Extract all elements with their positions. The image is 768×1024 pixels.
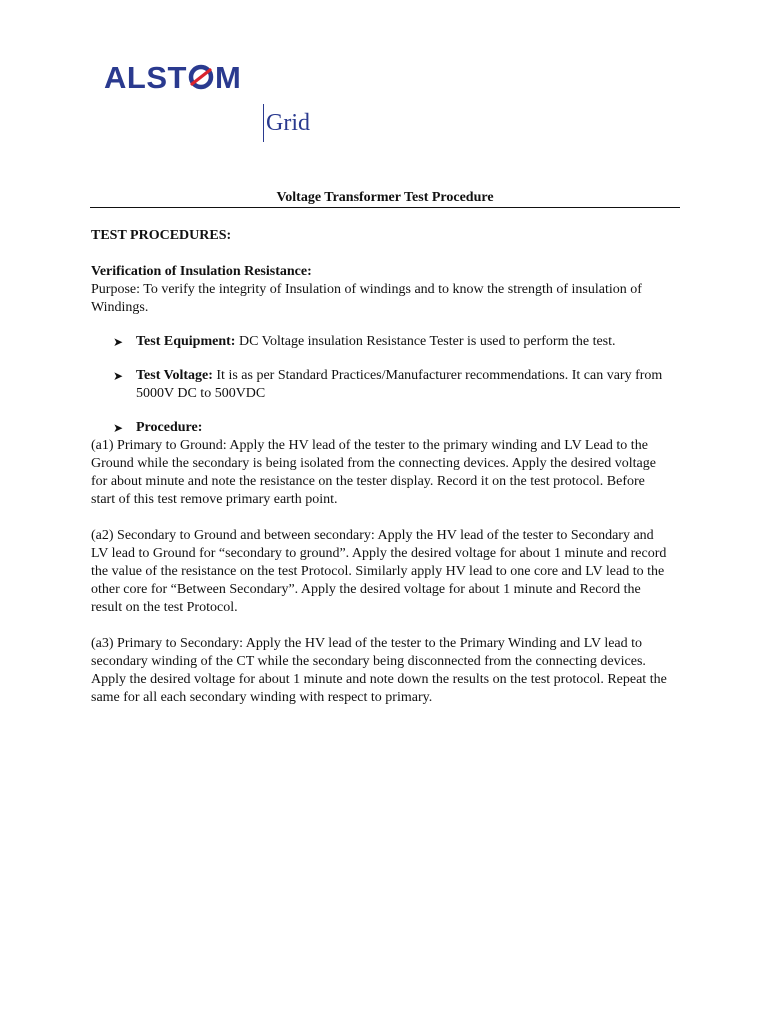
logo-o-icon [188,64,214,90]
arrowhead-bullet-icon: ➤ [113,335,124,349]
bullet-procedure [91,419,671,437]
arrowhead-bullet-icon: ➤ [113,421,124,435]
logo-o-mark [188,64,214,90]
division-name: Grid [266,110,310,136]
document-title: Voltage Transformer Test Procedure [276,190,494,205]
procedure-paragraph-a1: (a1) Primary to Ground: Apply the HV lead of the tester to the primary winding and LV Lead to the Ground while the secondary is being isolated from the connecting devices. Apply the desired voltage for about minute and note the resistance on the tester display. Record it on the test protocol. Before start of this test remove primary earth point. [91,438,656,507]
bullet-text: DC Voltage insulation Resistance Tester is used to perform the test. [238,334,616,349]
logo-text-right: M [214,60,242,95]
subsection-heading: Verification of Insulation Resistance: [91,264,312,279]
document-body [91,227,671,707]
arrowhead-bullet-icon: ➤ [113,369,124,383]
procedure-paragraph-a3: (a3) Primary to Secondary: Apply the HV lead of the tester to the Primary Winding and LV lead to secondary winding of the CT while the secondary being disconnected from the connecting devices. Apply the desired voltage for about 1 minute and note down the results on the test protocol. Repeat the same for all each secondary winding with respect to primary. [91,636,667,705]
bullet-label: Test Equipment: [136,334,236,349]
division-divider [263,104,264,142]
procedure-paragraph-a2: (a2) Secondary to Ground and between secondary: Apply the HV lead of the tester to Secondary and LV lead to Ground for “secondary to ground”. Apply the desired voltage for about 1 minute and record the value of the resistance on the test Protocol. Similarly apply HV lead to one core and LV lead to the other core for “Between Secondary”. Apply the desired voltage for about 1 minute and Record the result on the test Protocol. [91,528,667,615]
bullet-test-equipment [91,333,671,351]
bullet-label: Procedure: [136,420,203,435]
alstom-logo [104,60,241,96]
logo-text-left: ALST [104,60,187,95]
bullet-text: It is as per Standard Practices/Manufacturer recommendations. It can vary from 5000V DC to 500VDC [136,368,663,401]
bullet-label: Test Voltage: [136,368,213,383]
section-heading: TEST PROCEDURES: [91,228,232,243]
purpose-text: Purpose: To verify the integrity of Insulation of windings and to know the strength of insulation of Windings. [91,282,642,315]
title-underline [90,207,680,208]
bullet-test-voltage [91,367,671,403]
